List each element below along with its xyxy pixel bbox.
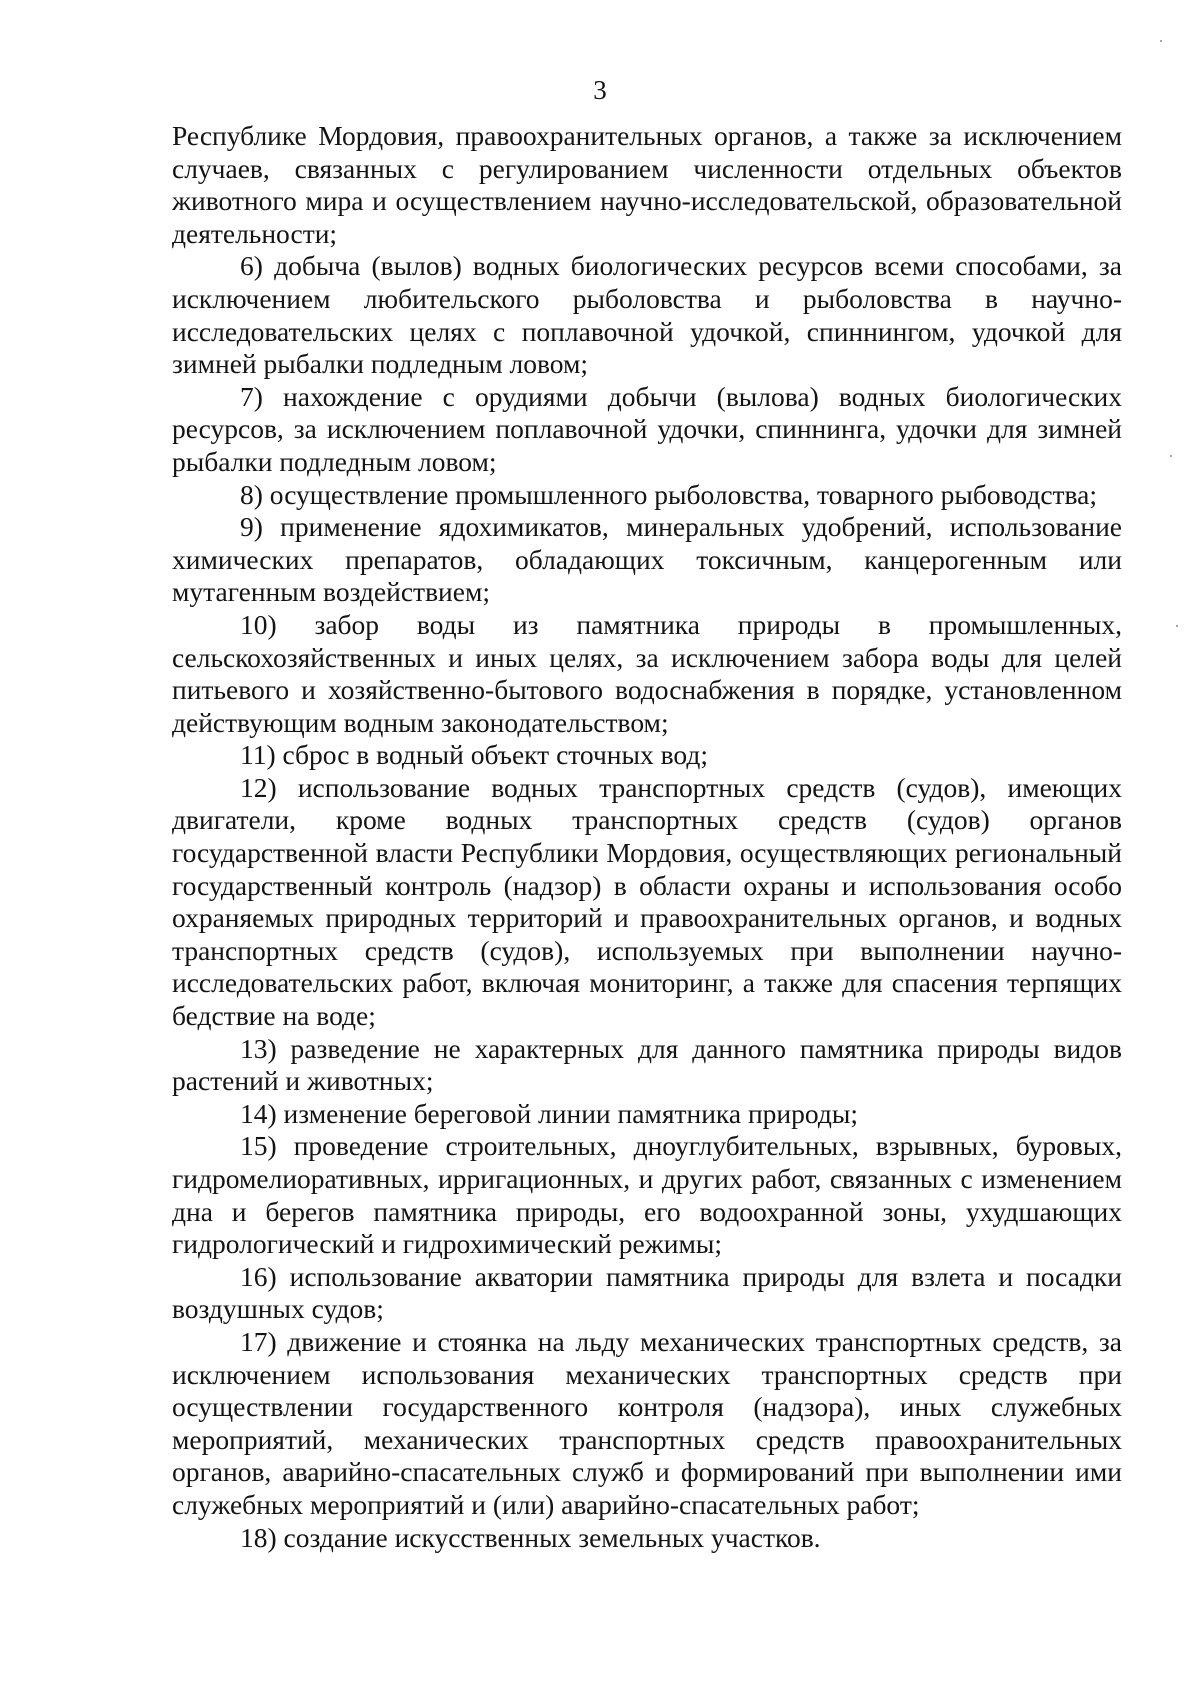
scan-speck [1176, 625, 1178, 627]
list-item-18: 18) создание искусственных земельных участков. [240, 1521, 821, 1553]
paragraph-continuation: Республике Мордовия, правоохранительных органов, а также за исключением случаев, связанных с регулированием численности отдельных объектов животного мира и осуществлением научно-исследовательской, образовательной деятельности; [172, 120, 1122, 249]
list-item-10: 10) забор воды из памятника природы в промышленных, сельскохозяйственных и иных целях, за исключением забора воды для целей питьевого и хозяйственно-бытового водоснабжения в порядке, установленном действующим водным законодательством; [172, 608, 1122, 738]
list-item-14: 14) изменение береговой линии памятника природы; [240, 1097, 858, 1129]
page-number: 3 [593, 75, 607, 105]
list-item-6: 6) добыча (вылов) водных биологических ресурсов всеми способами, за исключением любительского рыболовства и рыболовства в научно-исследовательских целях с поплавочной удочкой, спиннингом, удочкой для зимней рыбалки подледным ловом; [172, 250, 1122, 380]
list-item-17: 17) движение и стоянка на льду механических транспортных средств, за исключением использования механических транспортных средств при осуществлении государственного контроля (надзора), иных служебных мероприятий, механических транспортных средств правоохранительных органов, аварийно-спасательных служб и формирований при выполнении ими служебных мероприятий и (или) аварийно-спасательных работ; [172, 1325, 1122, 1520]
list-item-16: 16) использование акватории памятника природы для взлета и посадки воздушных судов; [172, 1260, 1122, 1325]
list-item-15: 15) проведение строительных, дноуглубительных, взрывных, буровых, гидромелиоративных, ирригационных, и других работ, связанных с изменением дна и берегов памятника природы, его водоохранной зоны, ухудшающих гидрологический и гидрохимический режимы; [172, 1130, 1122, 1260]
list-item-9: 9) применение ядохимикатов, минеральных удобрений, использование химических препаратов, обладающих токсичным, канцерогенным или мутагенным воздействием; [172, 511, 1122, 608]
list-item-12: 12) использование водных транспортных средств (судов), имеющих двигатели, кроме водных транспортных средств (судов) органов государственной власти Республики Мордовия, осуществляющих региональный государственный контроль (надзор) в области охраны и использования особо охраняемых природных территорий и правоохранительных органов, и водных транспортных средств (судов), используемых при выполнении научно-исследовательских работ, включая мониторинг, а также для спасения терпящих бедствие на воде; [172, 771, 1122, 1032]
document-body [172, 120, 1122, 1554]
scan-speck [1160, 40, 1162, 42]
list-item-11: 11) сброс в водный объект сточных вод; [240, 739, 709, 771]
list-item-8: 8) осуществление промышленного рыболовства, товарного рыбоводства; [240, 478, 1098, 510]
list-item-7: 7) нахождение с орудиями добычи (вылова) водных биологических ресурсов, за исключением поплавочной удочки, спиннинга, удочки для зимней рыбалки подледным ловом; [172, 380, 1122, 477]
list-item-13: 13) разведение не характерных для данного памятника природы видов растений и животных; [172, 1032, 1122, 1097]
scan-speck [1170, 455, 1172, 457]
